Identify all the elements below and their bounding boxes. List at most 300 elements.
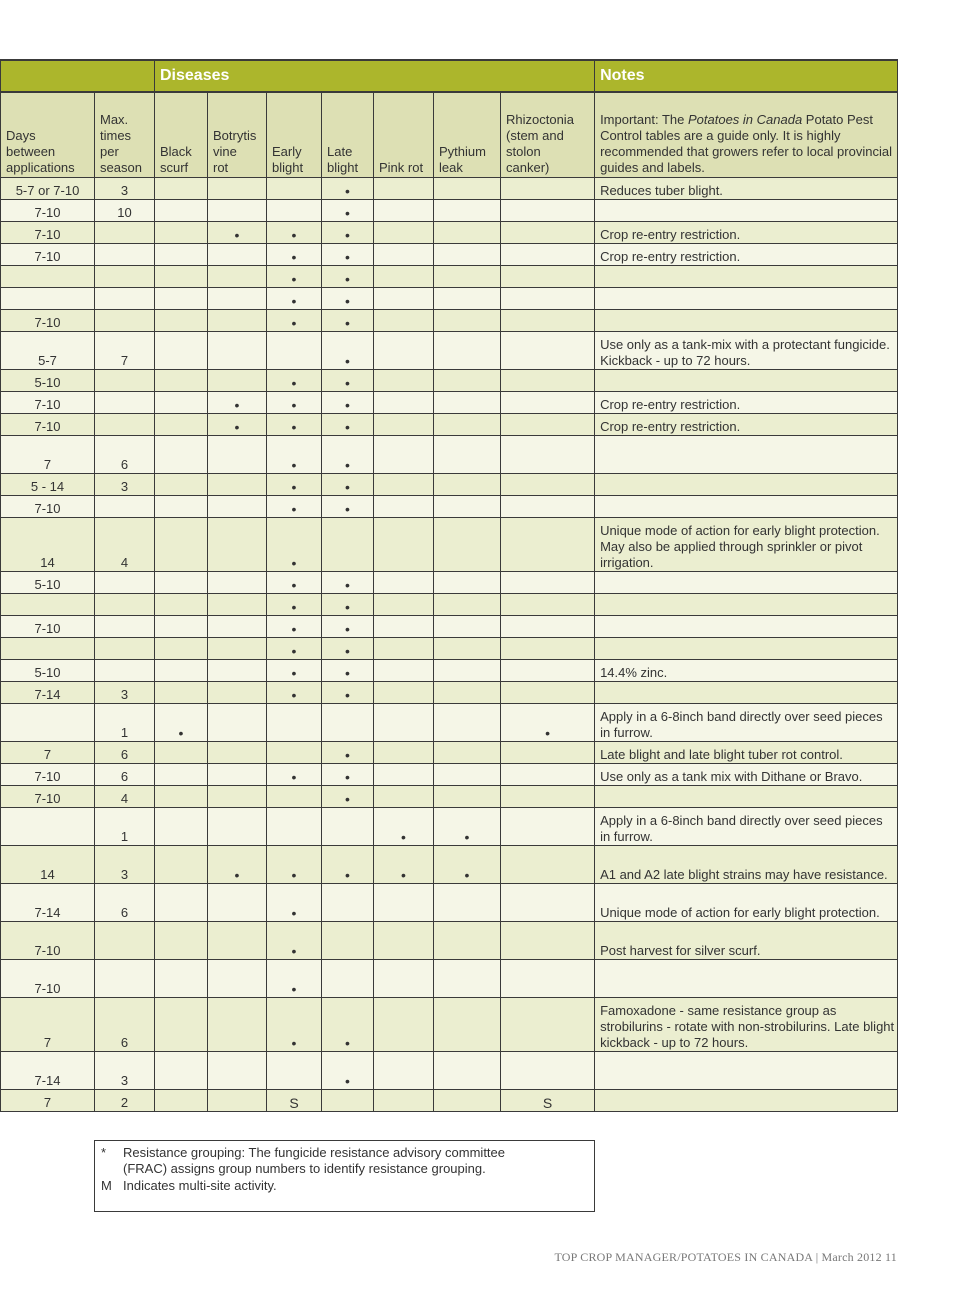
cell-max-times [95,288,155,310]
table-row [1,310,898,332]
cell-max-times [95,594,155,616]
cell-notes: Crop re-entry restriction. [595,392,898,414]
notes-group-header: Notes [595,60,898,92]
cell-rhizoctonia [501,572,595,594]
cell-black-scurf [155,922,208,960]
cell-pythium [434,922,501,960]
cell-pink-rot [374,414,434,436]
header-line: between [6,144,56,159]
cell-pink-rot [374,884,434,922]
cell-days: 7-10 [1,764,95,786]
cell-black-scurf [155,660,208,682]
cell-pythium [434,332,501,370]
cell-days: 7-10 [1,200,95,222]
diseases-group-header: Diseases [155,60,595,92]
cell-days: 14 [1,846,95,884]
cell-late-blight: • [322,370,374,392]
cell-max-times: 6 [95,998,155,1052]
cell-days: 7 [1,436,95,474]
cell-botrytis: • [208,222,267,244]
cell-rhizoctonia [501,884,595,922]
header-line: Black [160,144,192,159]
cell-days [1,704,95,742]
cell-pink-rot [374,764,434,786]
cell-black-scurf [155,370,208,392]
cell-early-blight: • [267,414,322,436]
cell-notes: Apply in a 6-8inch band directly over seed pieces in furrow. [595,704,898,742]
cell-notes [595,370,898,392]
cell-botrytis [208,178,267,200]
cell-rhizoctonia [501,332,595,370]
cell-rhizoctonia [501,594,595,616]
cell-pythium [434,960,501,998]
col-header-pythium [434,92,501,178]
cell-botrytis [208,884,267,922]
cell-max-times [95,496,155,518]
cell-late-blight: • [322,594,374,616]
cell-late-blight [322,704,374,742]
cell-max-times: 3 [95,178,155,200]
cell-max-times [95,616,155,638]
cell-pythium [434,222,501,244]
header-line: scurf [160,160,189,175]
cell-early-blight: • [267,660,322,682]
cell-black-scurf [155,436,208,474]
cell-pink-rot [374,266,434,288]
col-header-pink-rot [374,92,434,178]
cell-black-scurf [155,682,208,704]
cell-notes: Late blight and late blight tuber rot control. [595,742,898,764]
cell-pythium [434,200,501,222]
cell-days: 5-10 [1,572,95,594]
cell-max-times: 1 [95,704,155,742]
cell-pink-rot [374,392,434,414]
cell-pythium [434,1090,501,1112]
cell-botrytis [208,1090,267,1112]
cell-black-scurf [155,786,208,808]
cell-late-blight: • [322,310,374,332]
cell-black-scurf [155,884,208,922]
cell-botrytis [208,288,267,310]
cell-rhizoctonia [501,616,595,638]
cell-late-blight: • [322,660,374,682]
cell-late-blight: • [322,764,374,786]
cell-rhizoctonia [501,846,595,884]
cell-rhizoctonia [501,922,595,960]
cell-black-scurf [155,518,208,572]
cell-rhizoctonia [501,960,595,998]
cell-early-blight: • [267,496,322,518]
cell-rhizoctonia [501,808,595,846]
header-line: Max. [100,112,129,127]
cell-black-scurf [155,222,208,244]
cell-max-times [95,392,155,414]
cell-black-scurf [155,332,208,370]
cell-pythium [434,496,501,518]
table-row [1,1090,898,1112]
cell-pythium [434,310,501,332]
header-line: Pythium [439,144,486,159]
cell-rhizoctonia: • [501,704,595,742]
col-header-black-scurf [155,92,208,178]
cell-black-scurf [155,846,208,884]
cell-pythium [434,414,501,436]
cell-early-blight: • [267,998,322,1052]
cell-rhizoctonia [501,436,595,474]
cell-days: 7-14 [1,1052,95,1090]
page-footer: TOP CROP MANAGER/POTATOES IN CANADA | March 2012 11 [554,1250,897,1264]
cell-early-blight: • [267,638,322,660]
cell-black-scurf [155,392,208,414]
cell-pink-rot [374,244,434,266]
cell-botrytis [208,764,267,786]
cell-pythium [434,594,501,616]
cell-notes [595,960,898,998]
table-body [1,178,898,1112]
cell-early-blight: • [267,474,322,496]
table-row [1,332,898,370]
cell-notes [595,682,898,704]
cell-days: 7-10 [1,786,95,808]
cell-early-blight: • [267,392,322,414]
header-line: leak [439,160,463,175]
cell-pythium [434,178,501,200]
cell-max-times [95,222,155,244]
cell-late-blight [322,960,374,998]
footnote-resistance-cont: (FRAC) assigns group numbers to identify resistance grouping. [123,1161,486,1176]
cell-max-times [95,370,155,392]
cell-pink-rot [374,594,434,616]
cell-rhizoctonia [501,998,595,1052]
cell-pink-rot [374,616,434,638]
cell-black-scurf [155,474,208,496]
cell-rhizoctonia [501,518,595,572]
cell-pythium [434,370,501,392]
cell-botrytis [208,808,267,846]
table-row [1,496,898,518]
cell-early-blight: • [267,594,322,616]
cell-botrytis [208,310,267,332]
cell-days: 7-10 [1,414,95,436]
cell-late-blight: • [322,1052,374,1090]
cell-late-blight: • [322,178,374,200]
header-line: canker) [506,160,550,175]
cell-botrytis [208,496,267,518]
cell-max-times: 6 [95,764,155,786]
table-row [1,704,898,742]
cell-pythium [434,616,501,638]
cell-early-blight: • [267,244,322,266]
cell-black-scurf [155,638,208,660]
cell-rhizoctonia [501,414,595,436]
notes-header-pre: Important: The [600,112,688,127]
table-row [1,244,898,266]
cell-early-blight: • [267,518,322,572]
cell-late-blight: • [322,846,374,884]
cell-max-times [95,960,155,998]
cell-max-times: 6 [95,436,155,474]
cell-notes: Use only as a tank-mix with a protectant fungicide. Kickback - up to 72 hours. [595,332,898,370]
cell-rhizoctonia [501,638,595,660]
cell-pink-rot [374,704,434,742]
cell-late-blight: • [322,998,374,1052]
cell-days: 7-10 [1,244,95,266]
header-line: Botrytis [213,128,257,143]
table-row [1,414,898,436]
cell-black-scurf [155,594,208,616]
col-header-days [1,92,95,178]
cell-max-times: 7 [95,332,155,370]
cell-days: 5-10 [1,660,95,682]
cell-botrytis: • [208,392,267,414]
footnote-multisite [101,1178,277,1194]
cell-notes: Post harvest for silver scurf. [595,922,898,960]
header-line: rot [213,160,229,175]
cell-days: 7-10 [1,496,95,518]
cell-days: 7-14 [1,884,95,922]
cell-max-times [95,572,155,594]
cell-late-blight: • [322,414,374,436]
cell-late-blight [322,518,374,572]
cell-botrytis [208,332,267,370]
cell-botrytis [208,638,267,660]
table-row [1,370,898,392]
cell-pink-rot [374,742,434,764]
cell-rhizoctonia [501,222,595,244]
table-row [1,638,898,660]
cell-max-times: 3 [95,1052,155,1090]
cell-early-blight: • [267,764,322,786]
cell-pink-rot [374,370,434,392]
cell-rhizoctonia [501,682,595,704]
cell-botrytis [208,742,267,764]
cell-pink-rot [374,474,434,496]
table-row [1,808,898,846]
cell-rhizoctonia [501,474,595,496]
cell-notes: Crop re-entry restriction. [595,244,898,266]
cell-notes [595,200,898,222]
footnote-m-mark: M [101,1178,112,1193]
cell-max-times: 6 [95,742,155,764]
cell-rhizoctonia [501,742,595,764]
cell-late-blight: • [322,288,374,310]
group-header-row [1,60,898,92]
cell-early-blight [267,786,322,808]
cell-early-blight: • [267,922,322,960]
cell-notes [595,1090,898,1112]
cell-botrytis [208,518,267,572]
cell-black-scurf [155,178,208,200]
cell-pythium [434,244,501,266]
header-line: blight [272,160,304,175]
cell-late-blight: • [322,616,374,638]
table-row [1,682,898,704]
table-row [1,960,898,998]
table-row [1,846,898,884]
table-row [1,288,898,310]
fungicide-table [0,59,898,1112]
cell-days: 7-10 [1,960,95,998]
notes-header-emphasis: Potatoes in Canada [687,112,803,127]
cell-notes [595,266,898,288]
cell-max-times: 10 [95,200,155,222]
column-header-row [1,92,898,178]
cell-notes [595,594,898,616]
cell-late-blight: • [322,682,374,704]
cell-black-scurf [155,808,208,846]
cell-late-blight: • [322,332,374,370]
cell-botrytis [208,786,267,808]
cell-notes: Unique mode of action for early blight protection. [595,884,898,922]
cell-max-times: 6 [95,884,155,922]
header-line: applications [6,160,75,175]
cell-pink-rot [374,682,434,704]
table-row [1,884,898,922]
cell-pink-rot [374,1052,434,1090]
cell-days [1,594,95,616]
cell-max-times [95,244,155,266]
cell-pythium [434,392,501,414]
cell-early-blight [267,704,322,742]
cell-botrytis [208,594,267,616]
cell-days: 7 [1,742,95,764]
cell-early-blight [267,200,322,222]
cell-days [1,808,95,846]
cell-rhizoctonia [501,200,595,222]
footnote-resistance-text: Resistance grouping: The fungicide resistance advisory committee [123,1145,506,1160]
cell-early-blight: • [267,960,322,998]
cell-late-blight [322,922,374,960]
cell-black-scurf [155,496,208,518]
cell-rhizoctonia [501,288,595,310]
cell-early-blight [267,808,322,846]
cell-black-scurf [155,742,208,764]
cell-pythium [434,764,501,786]
cell-black-scurf: • [155,704,208,742]
cell-days [1,638,95,660]
cell-pythium [434,998,501,1052]
cell-early-blight: • [267,884,322,922]
table-row [1,998,898,1052]
table-row [1,518,898,572]
cell-botrytis [208,474,267,496]
cell-rhizoctonia [501,178,595,200]
table-row [1,266,898,288]
cell-black-scurf [155,998,208,1052]
cell-botrytis [208,922,267,960]
cell-notes [595,310,898,332]
group-header-blank [1,60,155,92]
cell-max-times: 3 [95,474,155,496]
cell-pythium [434,682,501,704]
cell-pink-rot [374,332,434,370]
cell-notes [595,474,898,496]
header-line: times [100,128,132,143]
cell-days: 5-10 [1,370,95,392]
cell-pythium [434,288,501,310]
cell-pink-rot: • [374,846,434,884]
cell-rhizoctonia [501,310,595,332]
cell-notes [595,572,898,594]
cell-max-times [95,266,155,288]
cell-rhizoctonia [501,786,595,808]
cell-days: 7-10 [1,392,95,414]
cell-pink-rot [374,998,434,1052]
notes-header-post: Potato Pest Control tables are a guide only. It is highly recommended that growers refer to local provincial guides and labels. [600,112,892,175]
table-row [1,922,898,960]
footnote-box [94,1140,595,1212]
cell-notes: Famoxadone - same resistance group as strobilurins - rotate with non-strobilurins. Late blight kickback - up to 72 hours. [595,998,898,1052]
cell-botrytis [208,436,267,474]
cell-early-blight [267,332,322,370]
cell-pythium [434,884,501,922]
cell-black-scurf [155,244,208,266]
cell-late-blight: • [322,392,374,414]
table-row [1,572,898,594]
cell-max-times: 1 [95,808,155,846]
cell-pythium [434,742,501,764]
cell-botrytis [208,682,267,704]
cell-pink-rot [374,960,434,998]
cell-pink-rot [374,786,434,808]
cell-early-blight [267,178,322,200]
cell-late-blight: • [322,200,374,222]
cell-early-blight: • [267,846,322,884]
cell-rhizoctonia [501,244,595,266]
cell-days: 7-14 [1,682,95,704]
cell-late-blight: • [322,474,374,496]
cell-late-blight: • [322,244,374,266]
cell-pythium: • [434,846,501,884]
header-line: Early [272,144,302,159]
cell-days: 5-7 or 7-10 [1,178,95,200]
cell-rhizoctonia: S [501,1090,595,1112]
cell-notes: Crop re-entry restriction. [595,414,898,436]
cell-botrytis [208,660,267,682]
cell-late-blight [322,884,374,922]
col-header-late-blight [322,92,374,178]
cell-max-times [95,638,155,660]
cell-pink-rot [374,572,434,594]
cell-rhizoctonia [501,266,595,288]
table-row [1,474,898,496]
cell-pink-rot [374,436,434,474]
cell-days: 7 [1,1090,95,1112]
cell-late-blight: • [322,786,374,808]
cell-black-scurf [155,266,208,288]
cell-notes: Apply in a 6-8inch band directly over seed pieces in furrow. [595,808,898,846]
header-line: Rhizoctonia [506,112,574,127]
cell-botrytis [208,266,267,288]
header-line: Late [327,144,353,159]
cell-late-blight: • [322,222,374,244]
cell-early-blight: S [267,1090,322,1112]
cell-pythium [434,572,501,594]
table-row [1,594,898,616]
cell-late-blight [322,1090,374,1112]
cell-days: 7-10 [1,922,95,960]
cell-days: 5-7 [1,332,95,370]
header-line: (stem and [506,128,564,143]
cell-max-times [95,922,155,960]
header-line: blight [327,160,359,175]
cell-botrytis [208,370,267,392]
cell-botrytis: • [208,414,267,436]
cell-botrytis [208,1052,267,1090]
col-header-rhizoctonia [501,92,595,178]
cell-pink-rot [374,518,434,572]
cell-botrytis [208,960,267,998]
